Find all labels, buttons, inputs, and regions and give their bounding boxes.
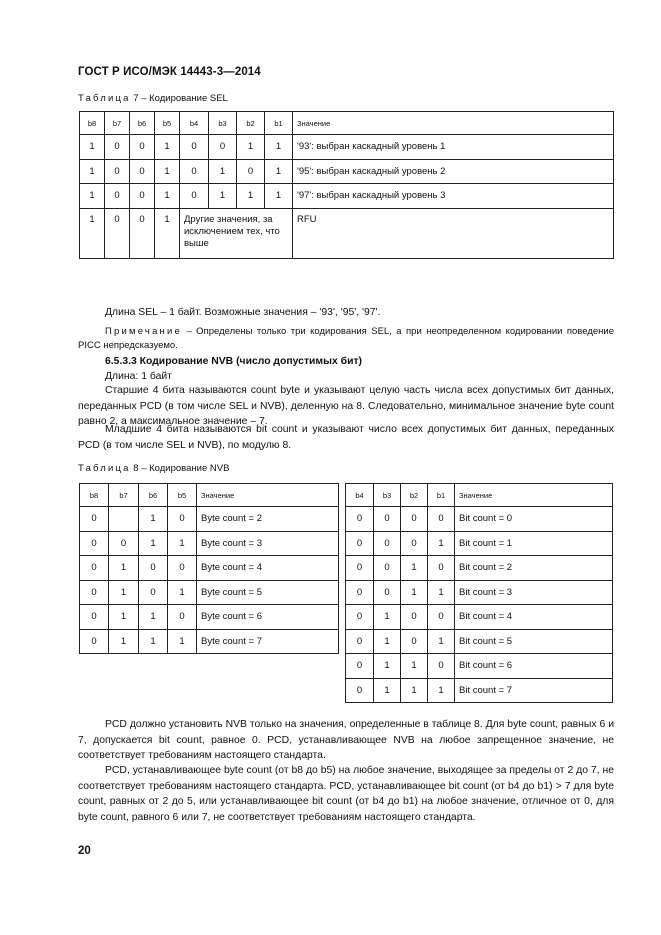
table-cell: 1	[168, 531, 197, 556]
table-cell: 1	[401, 678, 428, 703]
paragraph-bit-count: Младшие 4 бита называются bit count и указывают число всех допустимых бит данных, переданных PCD (в том числе SEL и NVB), по модулю 8.	[78, 424, 614, 451]
table-row	[80, 605, 339, 630]
table-cell: 0	[346, 507, 374, 532]
note-paragraph	[78, 325, 614, 353]
table-cell: 1	[374, 629, 401, 654]
table-cell: Bit count = 6	[455, 654, 613, 679]
table-cell: 0	[80, 580, 109, 605]
header-cell: b4	[346, 484, 374, 507]
table-cell: 0	[80, 629, 109, 654]
table-cell: 1	[209, 159, 237, 184]
table-cell: Bit count = 2	[455, 556, 613, 581]
note-label: Примечание	[105, 326, 182, 337]
table-cell: 1	[265, 159, 293, 184]
table-cell	[109, 507, 139, 532]
table-cell: 0	[80, 605, 109, 630]
header-cell: b2	[401, 484, 428, 507]
table-row	[346, 531, 613, 556]
header-cell: b8	[80, 112, 105, 135]
table-cell: 0	[428, 605, 455, 630]
table-cell: 0	[374, 507, 401, 532]
table-cell: 0	[346, 654, 374, 679]
header-cell: b5	[168, 484, 197, 507]
table-cell: 0	[105, 208, 130, 258]
table-cell: Byte count = 4	[197, 556, 339, 581]
header-cell: b6	[130, 112, 155, 135]
table-cell: 1	[428, 531, 455, 556]
table-cell: 1	[155, 184, 180, 209]
table-cell: 0	[105, 184, 130, 209]
table-row	[80, 135, 614, 160]
table-cell: 0	[346, 678, 374, 703]
table-cell: 0	[168, 556, 197, 581]
table-cell: 0	[374, 580, 401, 605]
table-cell: 0	[209, 135, 237, 160]
table-cell: 0	[346, 531, 374, 556]
table-row	[80, 580, 339, 605]
table8-caption-text: 8 – Кодирование NVB	[130, 463, 230, 474]
table-cell: Bit count = 5	[455, 629, 613, 654]
table-cell: 0	[346, 629, 374, 654]
header-cell: b7	[105, 112, 130, 135]
table-cell: Byte count = 6	[197, 605, 339, 630]
header-cell: b1	[428, 484, 455, 507]
table-cell: 1	[139, 605, 168, 630]
table-cell: Byte count = 2	[197, 507, 339, 532]
table8-caption-word: Таблица	[78, 463, 131, 474]
table-cell: 1	[155, 135, 180, 160]
table-cell: 0	[180, 159, 209, 184]
header-cell: b8	[80, 484, 109, 507]
table7-caption-text: 7 – Кодирование SEL	[130, 93, 228, 104]
table-cell: 1	[109, 556, 139, 581]
table-cell: 0	[180, 184, 209, 209]
table-cell: 1	[401, 580, 428, 605]
table-row	[346, 580, 613, 605]
table-row	[346, 507, 613, 532]
table-cell: 1	[155, 159, 180, 184]
table-cell: 1	[139, 531, 168, 556]
table7-caption-word: Таблица	[78, 93, 131, 104]
table7-caption	[78, 93, 228, 104]
table-cell: 1	[139, 507, 168, 532]
table-cell: 1	[80, 184, 105, 209]
table-cell: 0	[80, 556, 109, 581]
page-number: 20	[78, 845, 91, 857]
table-cell: Bit count = 0	[455, 507, 613, 532]
table7-sel-coding	[79, 111, 614, 259]
header-cell: b2	[237, 112, 265, 135]
header-cell: b3	[209, 112, 237, 135]
table-cell: 1	[80, 135, 105, 160]
table-cell: 1	[109, 629, 139, 654]
table-cell: 1	[237, 184, 265, 209]
table-row	[346, 678, 613, 703]
header-cell: b1	[265, 112, 293, 135]
table8-bit-count	[345, 483, 613, 703]
table-cell: '97': выбран каскадный уровень 3	[293, 184, 614, 209]
document-header: ГОСТ Р ИСО/МЭК 14443-3—2014	[78, 66, 261, 78]
table-cell: 1	[209, 184, 237, 209]
table-cell: 0	[428, 507, 455, 532]
table-cell: 1	[401, 556, 428, 581]
table-cell-other-values: Другие значения, за исключением тех, что выше	[180, 208, 293, 258]
table-cell: 0	[346, 556, 374, 581]
table-cell: 1	[139, 629, 168, 654]
table-cell: 1	[428, 580, 455, 605]
table-cell: 0	[105, 135, 130, 160]
table-cell: Bit count = 7	[455, 678, 613, 703]
table-cell: 1	[374, 678, 401, 703]
table-cell: 1	[155, 208, 180, 258]
table8-byte-count	[79, 483, 339, 654]
paragraph-nvb-range: PCD, устанавливающее byte count (от b8 до b5) на любое значение, выходящее за пределы от 2 до 7, не соответствует требованиям настоящего стандарта. PCD, устанавливающее bit count (от b4 до b1) > 7 для byte count, равных от 2 до 5, или устанавливающее bit count (от b4 до b1) на любое значение, отличное от 0, для byte count, равного 6 или 7, не соответствует требованиям настоящего стандарта.	[78, 765, 614, 823]
table-cell: 1	[168, 629, 197, 654]
table-row	[80, 184, 614, 209]
table-row	[346, 556, 613, 581]
table-cell: Byte count = 3	[197, 531, 339, 556]
table-row	[346, 605, 613, 630]
table-cell: 0	[374, 531, 401, 556]
table-cell: 1	[80, 159, 105, 184]
table-cell: 1	[237, 135, 265, 160]
table-cell: 0	[80, 531, 109, 556]
table-cell: 1	[374, 654, 401, 679]
table-cell: 0	[401, 531, 428, 556]
table-cell: 0	[109, 531, 139, 556]
header-cell: Значение	[293, 112, 614, 135]
table-cell: Bit count = 3	[455, 580, 613, 605]
table-cell: 0	[401, 507, 428, 532]
note-text: – Определены только три кодирования SEL, а при неопределенном кодировании поведение PICC непредсказуемо.	[78, 326, 614, 351]
table-cell: '95': выбран каскадный уровень 2	[293, 159, 614, 184]
table-row	[80, 159, 614, 184]
header-cell: b7	[109, 484, 139, 507]
sel-length-text: Длина SEL – 1 байт. Возможные значения – '93', '95', '97'.	[105, 307, 381, 318]
table-cell: 1	[265, 135, 293, 160]
table-cell: 0	[346, 580, 374, 605]
table-cell: 0	[401, 605, 428, 630]
table-cell: 0	[139, 556, 168, 581]
header-cell: b4	[180, 112, 209, 135]
table8-caption	[78, 463, 229, 474]
table-cell: 0	[130, 159, 155, 184]
nvb-length-text: Длина: 1 байт	[105, 371, 172, 382]
table-cell: 0	[180, 135, 209, 160]
table-cell: 0	[346, 605, 374, 630]
table-cell: 1	[168, 580, 197, 605]
table-header-row	[80, 484, 339, 507]
table-cell: 0	[401, 629, 428, 654]
table-cell: 0	[237, 159, 265, 184]
table-row	[80, 556, 339, 581]
table-cell: 1	[374, 605, 401, 630]
header-cell: b3	[374, 484, 401, 507]
table-cell: 1	[265, 184, 293, 209]
table-cell: 1	[109, 580, 139, 605]
table-cell: 0	[130, 184, 155, 209]
table-cell: 0	[168, 605, 197, 630]
table-cell: RFU	[293, 208, 614, 258]
table-header-row	[80, 112, 614, 135]
table-cell: 1	[428, 678, 455, 703]
table-cell: 1	[109, 605, 139, 630]
table-row	[346, 654, 613, 679]
table-cell: 0	[80, 507, 109, 532]
table-cell: Bit count = 4	[455, 605, 613, 630]
header-cell: Значение	[455, 484, 613, 507]
table-cell: 0	[168, 507, 197, 532]
table-cell: 0	[105, 159, 130, 184]
table-cell: Byte count = 5	[197, 580, 339, 605]
paragraph-count-byte: Старшие 4 бита называются count byte и указывают целую часть числа всех допустимых бит данных, переданных PCD (в том числе SEL и NVB), деленную на 8. Следовательно, минимальное значение byte count равно 2, а максимальное значение – 7.	[78, 385, 614, 428]
table-cell: 1	[401, 654, 428, 679]
section-heading: 6.5.3.3 Кодирование NVB (число допустимых бит)	[105, 356, 363, 367]
table-row	[80, 629, 339, 654]
paragraph-nvb-values: PCD должно установить NVB только на значения, определенные в таблице 8. Для byte count, равных 6 и 7, допускается bit count, равное 0. PCD, устанавливающее NVB на любое запрещенное значение, не соответствует требованиям настоящего стандарта.	[78, 719, 614, 762]
table-cell: Bit count = 1	[455, 531, 613, 556]
table-cell: '93': выбран каскадный уровень 1	[293, 135, 614, 160]
table-cell: 0	[139, 580, 168, 605]
table-cell: 0	[374, 556, 401, 581]
table-cell: Byte count = 7	[197, 629, 339, 654]
header-cell: b6	[139, 484, 168, 507]
table-cell: 0	[130, 135, 155, 160]
table-cell: 1	[428, 629, 455, 654]
table-row	[346, 629, 613, 654]
table-cell: 0	[130, 208, 155, 258]
table-row	[80, 208, 614, 258]
table-cell: 1	[80, 208, 105, 258]
header-cell: Значение	[197, 484, 339, 507]
table-row	[80, 507, 339, 532]
table-cell: 0	[428, 654, 455, 679]
table-header-row	[346, 484, 613, 507]
table-cell: 0	[428, 556, 455, 581]
table-row	[80, 531, 339, 556]
header-cell: b5	[155, 112, 180, 135]
